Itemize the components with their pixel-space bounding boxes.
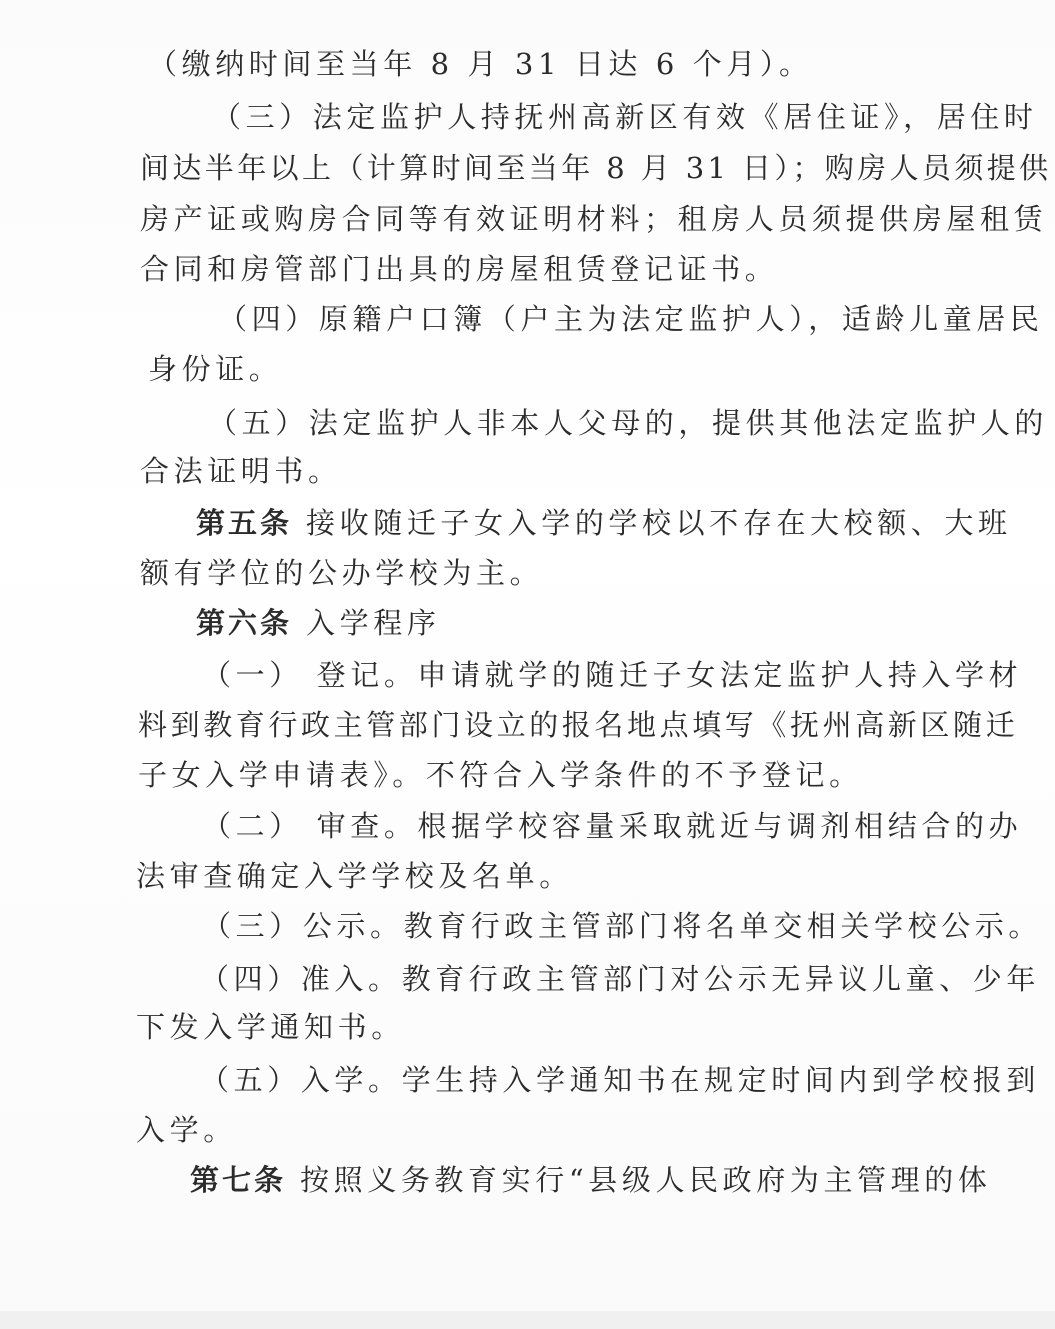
text-line xyxy=(136,856,573,896)
line-text: （五）法定监护人非本人父母的，提供其他法定监护人的 xyxy=(208,406,1049,440)
article-number: 第七条 xyxy=(190,1163,287,1197)
text-line xyxy=(136,1110,237,1150)
text-line xyxy=(140,199,1047,239)
text-line xyxy=(202,655,1022,695)
line-text: （二） 审查。根据学校容量采取就近与调剂相结合的办 xyxy=(202,809,1023,843)
text-line xyxy=(212,97,1038,137)
line-text: 法审查确定入学学校及名单。 xyxy=(136,859,573,893)
text-line xyxy=(218,299,1044,339)
line-text: 料到教育行政主管部门设立的报名地点填写《抚州高新区随迁 xyxy=(138,708,1019,742)
page-bottom-edge xyxy=(0,1311,1055,1329)
text-line xyxy=(140,249,778,289)
line-text: 子女入学申请表》。不符合入学条件的不予登记。 xyxy=(138,758,863,792)
line-text: （四）准入。教育行政主管部门对公示无异议儿童、少年 xyxy=(200,962,1041,996)
text-line xyxy=(140,148,1052,188)
line-text: 房产证或购房合同等有效证明材料；租房人员须提供房屋租赁 xyxy=(140,202,1048,236)
text-line xyxy=(136,1007,405,1047)
text-line xyxy=(148,349,282,389)
text-line xyxy=(200,1060,1040,1100)
text-line xyxy=(140,553,543,593)
line-text: （一） 登记。申请就学的随迁子女法定监护人持入学材 xyxy=(202,658,1023,692)
text-line xyxy=(138,755,863,795)
article-line xyxy=(196,503,1012,543)
article-line xyxy=(190,1160,991,1200)
line-text: 入学程序 xyxy=(306,606,441,640)
text-line xyxy=(140,451,342,491)
text-line xyxy=(138,705,1018,745)
line-text: 合同和房管部门出具的房屋租赁登记证书。 xyxy=(140,252,779,286)
line-text: （三）公示。教育行政主管部门将名单交相关学校公示。 xyxy=(202,909,1043,943)
text-line xyxy=(148,44,813,84)
line-text: （五）入学。学生持入学通知书在规定时间内到学校报到 xyxy=(200,1063,1041,1097)
text-line xyxy=(208,403,1048,443)
line-text: 间达半年以上（计算时间至当年 8 月 31 日）；购房人员须提供 xyxy=(140,151,1052,185)
line-text: 下发入学通知书。 xyxy=(136,1010,405,1044)
line-text: （四）原籍户口簿（户主为法定监护人），适龄儿童居民 xyxy=(218,302,1044,336)
line-text: 额有学位的公办学校为主。 xyxy=(140,556,544,590)
text-line xyxy=(202,906,1042,946)
line-text: 入学。 xyxy=(136,1113,237,1147)
text-line xyxy=(200,959,1040,999)
line-text: 合法证明书。 xyxy=(140,454,342,488)
article-line xyxy=(196,603,440,643)
line-text: （三）法定监护人持抚州高新区有效《居住证》，居住时 xyxy=(212,100,1038,134)
line-text: 身份证。 xyxy=(148,352,283,386)
line-text: （缴纳时间至当年 8 月 31 日达 6 个月）。 xyxy=(148,47,813,81)
article-number: 第五条 xyxy=(196,506,293,540)
line-text: 接收随迁子女入学的学校以不存在大校额、大班 xyxy=(306,506,1012,540)
line-text: 按照义务教育实行“县级人民政府为主管理的体 xyxy=(300,1163,992,1197)
text-line xyxy=(202,806,1022,846)
article-number: 第六条 xyxy=(196,606,293,640)
